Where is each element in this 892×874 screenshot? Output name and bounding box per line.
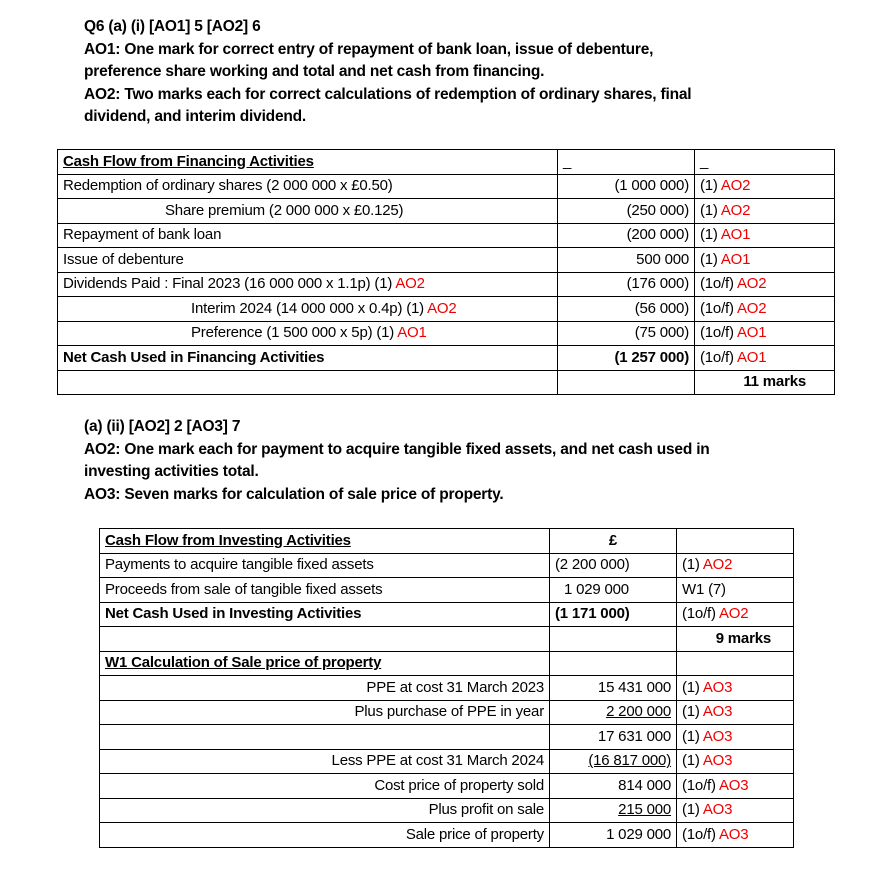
ao-code: AO3 xyxy=(718,776,749,794)
row-label: Interim 2024 (14 000 000 x 0.4p) (1) xyxy=(191,299,424,317)
ao-code: AO3 xyxy=(702,678,733,696)
row-label: Proceeds from sale of tangible fixed assets xyxy=(100,578,550,603)
table-row xyxy=(100,823,794,848)
ao-code: AO3 xyxy=(702,801,733,819)
mark: (1o/f) xyxy=(700,324,734,342)
col-header: _ xyxy=(558,150,695,175)
total-row xyxy=(100,602,794,627)
total-label: Net Cash Used in Financing Activities xyxy=(58,346,558,371)
label-ao-code: AO2 xyxy=(427,299,457,317)
total-amount: (1 257 000) xyxy=(558,346,695,371)
row-label: PPE at cost 31 March 2023 xyxy=(100,676,550,701)
w1-header-row xyxy=(100,651,794,676)
mark: (1) xyxy=(682,801,700,819)
marks-total: 11 marks xyxy=(695,370,835,395)
heading-line: (a) (ii) [AO2] 2 [AO3] 7 xyxy=(84,418,241,435)
ao-code: AO3 xyxy=(718,825,749,843)
financing-table xyxy=(57,149,835,395)
table-row xyxy=(58,272,835,297)
table-header-row xyxy=(100,529,794,554)
row-amount: 500 000 xyxy=(558,248,695,273)
mark: (1) xyxy=(682,752,700,770)
marks-row xyxy=(58,370,835,395)
mark: (1) xyxy=(700,226,718,244)
row-label: Issue of debenture xyxy=(63,250,184,268)
mark: (1o/f) xyxy=(682,825,716,843)
heading-line: preference share working and total and net cash from financing. xyxy=(84,63,545,81)
label-ao-code: AO1 xyxy=(397,324,427,342)
row-amount: 1 029 000 xyxy=(550,578,677,603)
row-amount: 15 431 000 xyxy=(550,676,677,701)
mark: (1o/f) xyxy=(700,275,734,293)
ao-code: AO2 xyxy=(702,556,733,574)
w1-title: W1 Calculation of Sale price of property xyxy=(100,651,550,676)
ao-code: AO2 xyxy=(718,605,749,623)
currency-header: £ xyxy=(550,529,677,554)
row-amount: 814 000 xyxy=(550,774,677,799)
ao-code: AO1 xyxy=(720,250,751,268)
label-ao-code: AO2 xyxy=(395,275,425,293)
financing-title: Cash Flow from Financing Activities xyxy=(58,150,558,175)
heading-line: investing activities total. xyxy=(84,463,259,481)
table-row xyxy=(58,297,835,322)
row-label: Less PPE at cost 31 March 2024 xyxy=(100,749,550,774)
ao-code: AO3 xyxy=(702,703,733,721)
table-row xyxy=(58,223,835,248)
ao-code: AO2 xyxy=(720,177,751,195)
row-amount: (176 000) xyxy=(558,272,695,297)
row-amount: (1 000 000) xyxy=(558,174,695,199)
row-label: Preference (1 500 000 x 5p) (1) xyxy=(191,324,395,342)
row-amount: (250 000) xyxy=(558,199,695,224)
mark: W1 (7) xyxy=(682,580,726,598)
mark: (1) xyxy=(700,201,718,219)
ao-code: AO2 xyxy=(736,299,767,317)
table-row xyxy=(100,700,794,725)
row-label: Payments to acquire tangible fixed assets xyxy=(100,553,550,578)
row-amount: (56 000) xyxy=(558,297,695,322)
heading-line: AO2: Two marks each for correct calculations of redemption of ordinary shares, final xyxy=(84,85,692,103)
table-row xyxy=(58,248,835,273)
table-header-row xyxy=(58,150,835,175)
table-row xyxy=(100,798,794,823)
total-label: Net Cash Used in Investing Activities xyxy=(100,602,550,627)
row-amount: (200 000) xyxy=(558,223,695,248)
table-row xyxy=(100,725,794,750)
heading-line: AO3: Seven marks for calculation of sale price of property. xyxy=(84,485,504,503)
mark: (1) xyxy=(700,177,718,195)
table-row xyxy=(100,774,794,799)
ao-code: AO2 xyxy=(720,201,751,219)
investing-title: Cash Flow from Investing Activities xyxy=(100,529,550,554)
mark: (1) xyxy=(682,703,700,721)
row-label xyxy=(100,725,550,750)
ao-code: AO1 xyxy=(720,226,751,244)
table-row xyxy=(100,578,794,603)
total-amount: (1 171 000) xyxy=(550,602,677,627)
row-label: Share premium (2 000 000 x £0.125) xyxy=(165,201,404,219)
heading-line: dividend, and interim dividend. xyxy=(84,108,307,126)
row-amount: (16 817 000) xyxy=(588,752,671,770)
marks-total: 9 marks xyxy=(677,627,794,652)
financing-heading xyxy=(84,16,691,129)
mark: (1) xyxy=(700,250,718,268)
row-amount: 17 631 000 xyxy=(550,725,677,750)
row-amount: (2 200 000) xyxy=(550,553,677,578)
heading-line: AO2: One mark each for payment to acquire tangible fixed assets, and net cash used in xyxy=(84,440,710,458)
heading-line: Q6 (a) (i) [AO1] 5 [AO2] 6 xyxy=(84,18,261,35)
mark: (1) xyxy=(682,556,700,574)
col-header: _ xyxy=(695,150,835,175)
row-label: Redemption of ordinary shares (2 000 000 x £0.50) xyxy=(63,177,393,195)
row-amount: 215 000 xyxy=(618,801,671,819)
table-row xyxy=(58,174,835,199)
table-row xyxy=(100,749,794,774)
mark: (1o/f) xyxy=(682,605,716,623)
mark: (1o/f) xyxy=(700,299,734,317)
row-label: Plus profit on sale xyxy=(100,798,550,823)
ao-code: AO1 xyxy=(736,324,767,342)
mark: (1) xyxy=(682,727,700,745)
marks-row xyxy=(100,627,794,652)
mark: (1o/f) xyxy=(682,776,716,794)
table-row xyxy=(58,199,835,224)
row-label: Cost price of property sold xyxy=(100,774,550,799)
mark: (1o/f) xyxy=(700,348,734,366)
ao-code: AO3 xyxy=(702,727,733,745)
heading-line: AO1: One mark for correct entry of repayment of bank loan, issue of debenture, xyxy=(84,40,654,58)
investing-table xyxy=(99,528,794,848)
row-amount: 1 029 000 xyxy=(550,823,677,848)
table-row xyxy=(58,321,835,346)
table-row xyxy=(100,553,794,578)
mark: (1) xyxy=(682,678,700,696)
total-row xyxy=(58,346,835,371)
row-label: Plus purchase of PPE in year xyxy=(100,700,550,725)
row-amount: 2 200 000 xyxy=(606,703,671,721)
row-amount: (75 000) xyxy=(558,321,695,346)
ao-code: AO3 xyxy=(702,752,733,770)
investing-heading xyxy=(84,416,710,506)
row-label: Sale price of property xyxy=(100,823,550,848)
row-label: Dividends Paid : Final 2023 (16 000 000 x 1.1p) (1) xyxy=(63,275,393,293)
ao-code: AO1 xyxy=(736,348,767,366)
row-label: Repayment of bank loan xyxy=(63,226,222,244)
ao-code: AO2 xyxy=(736,275,767,293)
table-row xyxy=(100,676,794,701)
